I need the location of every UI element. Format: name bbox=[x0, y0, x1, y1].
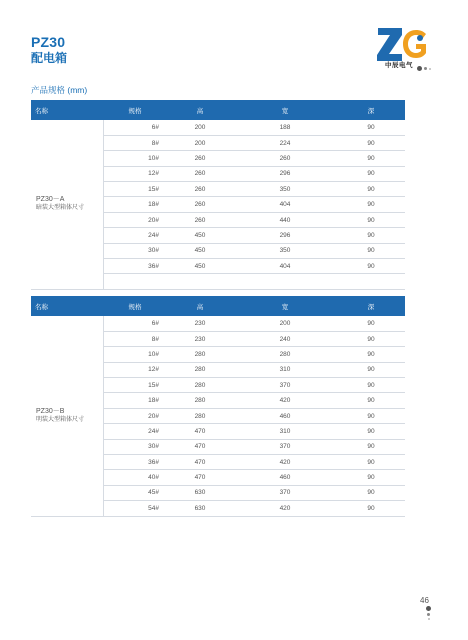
col-header-spec: 规格 bbox=[103, 296, 167, 316]
cell-spec: 24# bbox=[103, 424, 167, 439]
cell-width: 310 bbox=[233, 424, 337, 439]
cell-spec: 18# bbox=[103, 197, 167, 212]
cell-width: 350 bbox=[233, 243, 337, 258]
dot-icon bbox=[417, 66, 422, 71]
cell-width: 420 bbox=[233, 501, 337, 516]
page-number: 46 bbox=[420, 596, 429, 605]
col-header-depth: 深 bbox=[337, 296, 405, 316]
cell-height: 280 bbox=[167, 347, 233, 362]
product-name: 配电箱 bbox=[31, 51, 68, 65]
cell-height: 470 bbox=[167, 455, 233, 470]
cell-height: 260 bbox=[167, 166, 233, 181]
table-header-row bbox=[31, 100, 405, 120]
dot-icon bbox=[429, 68, 431, 70]
cell-width: 296 bbox=[233, 166, 337, 181]
cell-spec: 12# bbox=[103, 362, 167, 377]
cell-spec: 6# bbox=[103, 120, 167, 135]
cell-width: 404 bbox=[233, 259, 337, 274]
cell-depth: 90 bbox=[337, 347, 405, 362]
dot-icon bbox=[424, 67, 427, 70]
table-row bbox=[31, 316, 405, 331]
cell-height: 470 bbox=[167, 470, 233, 485]
cell-width: 260 bbox=[233, 151, 337, 166]
cell-width: 200 bbox=[233, 316, 337, 331]
cell-depth: 90 bbox=[337, 120, 405, 135]
cell-spec: 24# bbox=[103, 228, 167, 243]
cell-depth: 90 bbox=[337, 166, 405, 181]
cell-depth: 90 bbox=[337, 331, 405, 346]
cell-depth: 90 bbox=[337, 362, 405, 377]
cell-height: 230 bbox=[167, 331, 233, 346]
col-header-name: 名称 bbox=[31, 296, 103, 316]
col-header-width: 宽 bbox=[233, 296, 337, 316]
cell-height: 470 bbox=[167, 424, 233, 439]
spacer-cell bbox=[233, 274, 337, 289]
cell-depth: 90 bbox=[337, 424, 405, 439]
cell-depth: 90 bbox=[337, 378, 405, 393]
dot-icon bbox=[428, 618, 430, 620]
section-title: 产品规格 (mm) bbox=[31, 85, 88, 95]
cell-width: 370 bbox=[233, 485, 337, 500]
cell-spec: 18# bbox=[103, 393, 167, 408]
cell-depth: 90 bbox=[337, 182, 405, 197]
cell-spec: 6# bbox=[103, 316, 167, 331]
cell-spec: 20# bbox=[103, 212, 167, 227]
cell-depth: 90 bbox=[337, 393, 405, 408]
title-block bbox=[31, 34, 67, 66]
col-header-width: 宽 bbox=[233, 100, 337, 120]
cell-depth: 90 bbox=[337, 408, 405, 423]
table-row bbox=[31, 120, 405, 135]
col-header-height: 高 bbox=[167, 100, 233, 120]
cell-depth: 90 bbox=[337, 197, 405, 212]
spacer-cell bbox=[167, 274, 233, 289]
decorative-dots-vertical bbox=[426, 606, 431, 620]
cell-width: 350 bbox=[233, 182, 337, 197]
cell-height: 260 bbox=[167, 197, 233, 212]
cell-spec: 45# bbox=[103, 485, 167, 500]
cell-width: 404 bbox=[233, 197, 337, 212]
table-header-row bbox=[31, 296, 405, 316]
cell-height: 280 bbox=[167, 362, 233, 377]
cell-spec: 36# bbox=[103, 455, 167, 470]
cell-width: 370 bbox=[233, 439, 337, 454]
cell-height: 450 bbox=[167, 259, 233, 274]
cell-spec: 40# bbox=[103, 470, 167, 485]
col-header-spec: 规格 bbox=[103, 100, 167, 120]
cell-spec: 15# bbox=[103, 378, 167, 393]
cell-depth: 90 bbox=[337, 228, 405, 243]
cell-width: 240 bbox=[233, 331, 337, 346]
cell-spec: 36# bbox=[103, 259, 167, 274]
cell-spec: 30# bbox=[103, 439, 167, 454]
cell-width: 310 bbox=[233, 362, 337, 377]
row-name-cell bbox=[31, 120, 103, 289]
cell-spec: 10# bbox=[103, 151, 167, 166]
cell-depth: 90 bbox=[337, 455, 405, 470]
cell-height: 630 bbox=[167, 485, 233, 500]
cell-width: 224 bbox=[233, 135, 337, 150]
cell-width: 420 bbox=[233, 393, 337, 408]
cell-width: 440 bbox=[233, 212, 337, 227]
cell-spec: 20# bbox=[103, 408, 167, 423]
cell-height: 260 bbox=[167, 182, 233, 197]
cell-width: 370 bbox=[233, 378, 337, 393]
cell-spec: 8# bbox=[103, 135, 167, 150]
cell-spec: 54# bbox=[103, 501, 167, 516]
cell-spec: 30# bbox=[103, 243, 167, 258]
cell-depth: 90 bbox=[337, 259, 405, 274]
decorative-dots bbox=[417, 66, 431, 71]
cell-height: 280 bbox=[167, 408, 233, 423]
cell-width: 460 bbox=[233, 470, 337, 485]
spec-table-b bbox=[31, 296, 405, 517]
cell-depth: 90 bbox=[337, 316, 405, 331]
cell-depth: 90 bbox=[337, 485, 405, 500]
cell-width: 460 bbox=[233, 408, 337, 423]
series-description: 明装大型箱体尺寸 bbox=[36, 416, 85, 423]
cell-depth: 90 bbox=[337, 212, 405, 227]
cell-width: 188 bbox=[233, 120, 337, 135]
cell-height: 230 bbox=[167, 316, 233, 331]
cell-height: 280 bbox=[167, 393, 233, 408]
cell-depth: 90 bbox=[337, 243, 405, 258]
spec-table-a bbox=[31, 100, 405, 290]
cell-height: 260 bbox=[167, 212, 233, 227]
cell-height: 450 bbox=[167, 243, 233, 258]
cell-height: 200 bbox=[167, 135, 233, 150]
cell-depth: 90 bbox=[337, 501, 405, 516]
cell-width: 420 bbox=[233, 455, 337, 470]
dot-icon bbox=[426, 606, 431, 611]
series-code: PZ30－B bbox=[36, 407, 65, 415]
series-description: 暗装大型箱体尺寸 bbox=[36, 205, 85, 212]
cell-depth: 90 bbox=[337, 135, 405, 150]
cell-spec: 12# bbox=[103, 166, 167, 181]
cell-spec: 8# bbox=[103, 331, 167, 346]
cell-height: 470 bbox=[167, 439, 233, 454]
dot-icon bbox=[427, 613, 430, 616]
cell-spec: 10# bbox=[103, 347, 167, 362]
spacer-cell bbox=[337, 274, 405, 289]
cell-spec: 15# bbox=[103, 182, 167, 197]
col-header-name: 名称 bbox=[31, 100, 103, 120]
series-code: PZ30－A bbox=[36, 196, 65, 204]
cell-depth: 90 bbox=[337, 151, 405, 166]
cell-depth: 90 bbox=[337, 470, 405, 485]
company-logo-text: 中辰电气 bbox=[385, 62, 413, 69]
col-header-height: 高 bbox=[167, 296, 233, 316]
cell-height: 630 bbox=[167, 501, 233, 516]
product-model: PZ30 bbox=[31, 34, 66, 50]
cell-width: 280 bbox=[233, 347, 337, 362]
cell-height: 450 bbox=[167, 228, 233, 243]
cell-height: 280 bbox=[167, 378, 233, 393]
cell-height: 260 bbox=[167, 151, 233, 166]
cell-width: 296 bbox=[233, 228, 337, 243]
cell-depth: 90 bbox=[337, 439, 405, 454]
col-header-depth: 深 bbox=[337, 100, 405, 120]
spacer-cell bbox=[103, 274, 167, 289]
cell-height: 200 bbox=[167, 120, 233, 135]
row-name-cell bbox=[31, 316, 103, 516]
